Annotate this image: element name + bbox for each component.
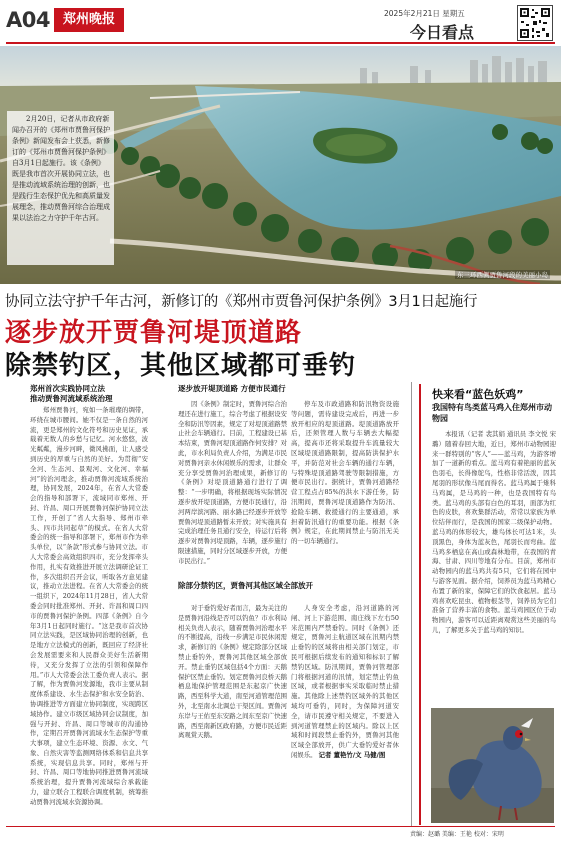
article-text: 人身安全考虑，沿河道路的河闸、河上下游范围、南庄线下左右50米范围内严禁垂钓。同时《条例》还规定，贾鲁河主航道区域在汛期内禁止垂钓的区域将由相关部门划定，市民可根据后续发布的通知和标识了解禁钓区域。防汛期间，贾鲁河管理部门将根据河道的汛情，划定禁止钓鱼区域，或者根据事实采取临时禁止措施。其他除上述禁钓区域外的其他区域均可垂钓，同时，为保障河道安全，请市民遵守相关规定，不要进入到河道管理禁止的区域内。除以上区域和时间段禁止垂钓外，贾鲁河其他区域全部放开，供广大垂钓爱好者休闲娱乐。 bbox=[291, 604, 399, 759]
article-body: 停车及市政道路和防汛物资设施等问题，需待建设完成后，再进一步放开相应的堤顶道路。堤顶道路放开后，还须管理人数与车辆去大幅提高，提高市还将采取提升车流量较大区域堤顶道路限制，提高防洪保护水平，并防范对社会车辆的通行车辆，与特殊堤顶道路驾驶等限制措施，方便市民出行。据统计，贾鲁河道路经营工程点占85%的洪水下游任务，防汛期间，贾鲁河堤顶道路作为防汛、抢险车辆、救援通行的主要通道，承担着防汛通行的重要功能。根据《条例》规定，在此期间禁止与防汛无关的一切车辆通行。 bbox=[291, 400, 399, 546]
page-number: A04 bbox=[6, 8, 50, 32]
blue-eared-pheasant-photo bbox=[431, 708, 554, 823]
heading-line: 推动贾鲁河流域系统治理 bbox=[30, 394, 113, 403]
photo-caption: 2月20日，记者从市政府新闻办召开的《郑州市贾鲁河保护条例》新闻发布会上获悉，新修订的《郑州市贾鲁河保护条例》自3月1日起施行。该《条例》既是我市首次开展协同立法，也是推动流域系统治理的创新，也是践行生态保护优先和高质量发展理念，推动贾鲁河综合治理成果以法治之力守护千年古河。 bbox=[12, 115, 110, 222]
main-headline-2: 除禁钓区，其他区域都可垂钓 bbox=[5, 351, 357, 381]
section-heading bbox=[30, 384, 148, 404]
column-divider bbox=[411, 382, 412, 827]
newspaper-logo: 郑州晚报 bbox=[54, 8, 124, 32]
article-body bbox=[291, 604, 399, 824]
editor-credits: 责编：赵璐 美编：王艳 校对：宋明 bbox=[410, 831, 504, 838]
side-story-body: 本报讯（记者 裴其娟 通讯员 李文悦 宋璐）随着春回大地，近日，郑州市动物园迎来一群特别的“客人”——蓝马鸡，为游客增加了一道新的看点。蓝马鸡有着艳丽的蓝灰色羽毛，长得像鸵鸟，性格非常活泼，因其尾羽的形状像马尾而得名。蓝马鸡属于雉科马鸡属，是马鸡的一种，也是我国特有鸟类。蓝马鸡的头部有白色的耳羽，面部为红色的皮肤，喜欢集群活动，常常以家族为单位结伴而行，是我国的国家二级保护动物。蓝马鸡的体形较大，雄鸟体长可达1米，头顶黑色，身体为蓝灰色，尾羽长而弯曲。蓝马鸡多栖息在高山或森林地带，在我国的青海、甘肃、四川等地有分布。目前，郑州市动物园内的蓝马鸡共有5只，它们将在园中与游客见面。据介绍，饲养员为蓝马鸡精心布置了新的家，保障它们的饮食起居。蓝马鸡喜欢吃昆虫、植物根茎等，饲养员为它们准备了营养丰富的食物。蓝马鸡园区位于动物园内，游客可以近距离观赏这些美丽的鸟儿，了解更多关于蓝马鸡的知识。 bbox=[432, 430, 556, 634]
main-headline-1: 逐步放开贾鲁河堤顶道路 bbox=[5, 318, 303, 348]
article-body: 郑州贾鲁河，宛如一条璀璨的绸带，环绕在城市腰间。她不仅是一条自然的河流，更是郑州的文化符号和历史见证，承载着无数人的乡愁与记忆。河水悠悠，波光粼粼，漫步河畔，微风拂面，让人感受到历史的厚重与自然的美好。为贯彻“安全河、生态河、景观河、文化河、幸福河”的治河理念，推动贾鲁河流域系统治理，协同发展，2024年，在省人大常委会的指导和部署下，流域同市郑州、开封、许昌、周口开展贾鲁河保护协同立法工作，开创了“省人大指导、郑州市牵头、四市共同起草”的模式。在省人大常委会的统一指导和部署下，郑州市作为牵头单位，以“条款”形式参与协同立法。市人大常委会高效组织四市，充分发挥牵头作用，扎实有效推进开展立法调研论证工作，多次组织召开会议，听取各方意见建议，推动立法进程。在省人大常委会的统一组织下，2024年11月28日，省人大常委会同时批准郑州、开封、许昌和周口四市的贾鲁河保护条例。四部《条例》自今年3月1日起同时施行。“这是我市首次协同立法实践，是区域协同治理的创新，也是地方立法模式的创新，既回应了经济社会发展需要来和人民群众美好生活新期待，又充分发挥了立法的引领和保障作用。”市人大常委会法工委负责人表示。据了解，作为贾鲁河发源地，我市主要从制度体系建设、水生态保护和水安全防治、协调推进等方面建立协同制度，实现跨区域协作。建立市级区域协同会议制度，加强与开封、许昌、周口等城市的沟通协作，定期召开贾鲁河流域水生态保护等重大事项，建立生态环境、资源、水文、气象、自然灾害等监测网络体系和信息共享系统，实现信息共享。同时，郑州与开封、许昌、周口等地协同推进贾鲁河流域系统治理，提升贾鲁河流域综合承载能力，建立联合工程联合调度机制，统筹推动贾鲁河流域水资源协调。 bbox=[30, 406, 148, 806]
header-divider bbox=[6, 42, 555, 44]
article-body: 因《条例》制定时，贾鲁河综合治理还在进行施工，综合考虑了根据设安全和防汛等因素，规定了对堤顶道路禁止社会车辆通行。目前，工程建设已基本结束，贾鲁河堤顶道路作何安排？对此，市水利局负责人介绍，为满足市民对贾鲁河亲水休闲娱乐的需求，让群众充分享受贾鲁河治理成果，新修订的《条例》对堤顶道路通行进行了调整：“一步明确，将根据现场实际情况逐步放开堤顶道路，方便市民通行，沿河两岸滨河路、丽水路已经逐步开放等贾鲁河堤顶道路暂未开放；对实施具有完成治理任务且通行安全，待运行后将逐步对贾鲁河堤顶路，车辆，逐步施行限速措施，同时分区域逐步开放，方便市民出行。” bbox=[178, 400, 287, 565]
side-story-subtitle: 我国特有鸟类蓝马鸡入住郑州市动物园 bbox=[432, 403, 552, 423]
footer-divider bbox=[6, 826, 555, 827]
issue-date: 2025年2月21日 星期五 bbox=[384, 9, 465, 18]
section-heading: 逐步放开堤顶道路 方便市民通行 bbox=[178, 384, 286, 393]
photo-credit: 东三环西侧贾鲁河段的美丽小岛 bbox=[457, 271, 548, 279]
side-story-title: 快来看“蓝色妖鸡” bbox=[432, 388, 524, 401]
heading-line: 郑州首次实践协同立法 bbox=[30, 384, 105, 393]
sub-headline: 协同立法守护千年古河，新修订的《郑州市贾鲁河保护条例》3月1日起施行 bbox=[5, 294, 478, 310]
author-byline: 记者 董艳竹/文 马健/图 bbox=[318, 750, 386, 759]
article-body: 对于垂钓爱好者而言，最为关注的是贾鲁河沿线是否可以钓鱼？市水利局相关负责人表示，随着贾鲁河治理水平的不断提高，沿线一步满足市民休闲需求，新修订的《条例》规定除部分区域禁止垂钓外，贾鲁河其他区域全部放开。禁止垂钓区域包括4个方面：天鹅保护区禁止垂钓。划定贾鲁河良桥天鹅栖息地保护管理范围是东起京广快速路，西至科学大道，南至河道管理范围外，北至南水北调总干渠区间。贾鲁河东岸与王佑至东安路之间东至京广快速路，西至南新区政府路，方便市民近距离观赏天鹅。 bbox=[178, 604, 287, 740]
section-heading: 除部分禁钓区，贾鲁河其他区域全部放开 bbox=[178, 581, 313, 590]
qr-code-icon bbox=[517, 5, 553, 41]
section-title: 今日看点 bbox=[410, 23, 475, 42]
